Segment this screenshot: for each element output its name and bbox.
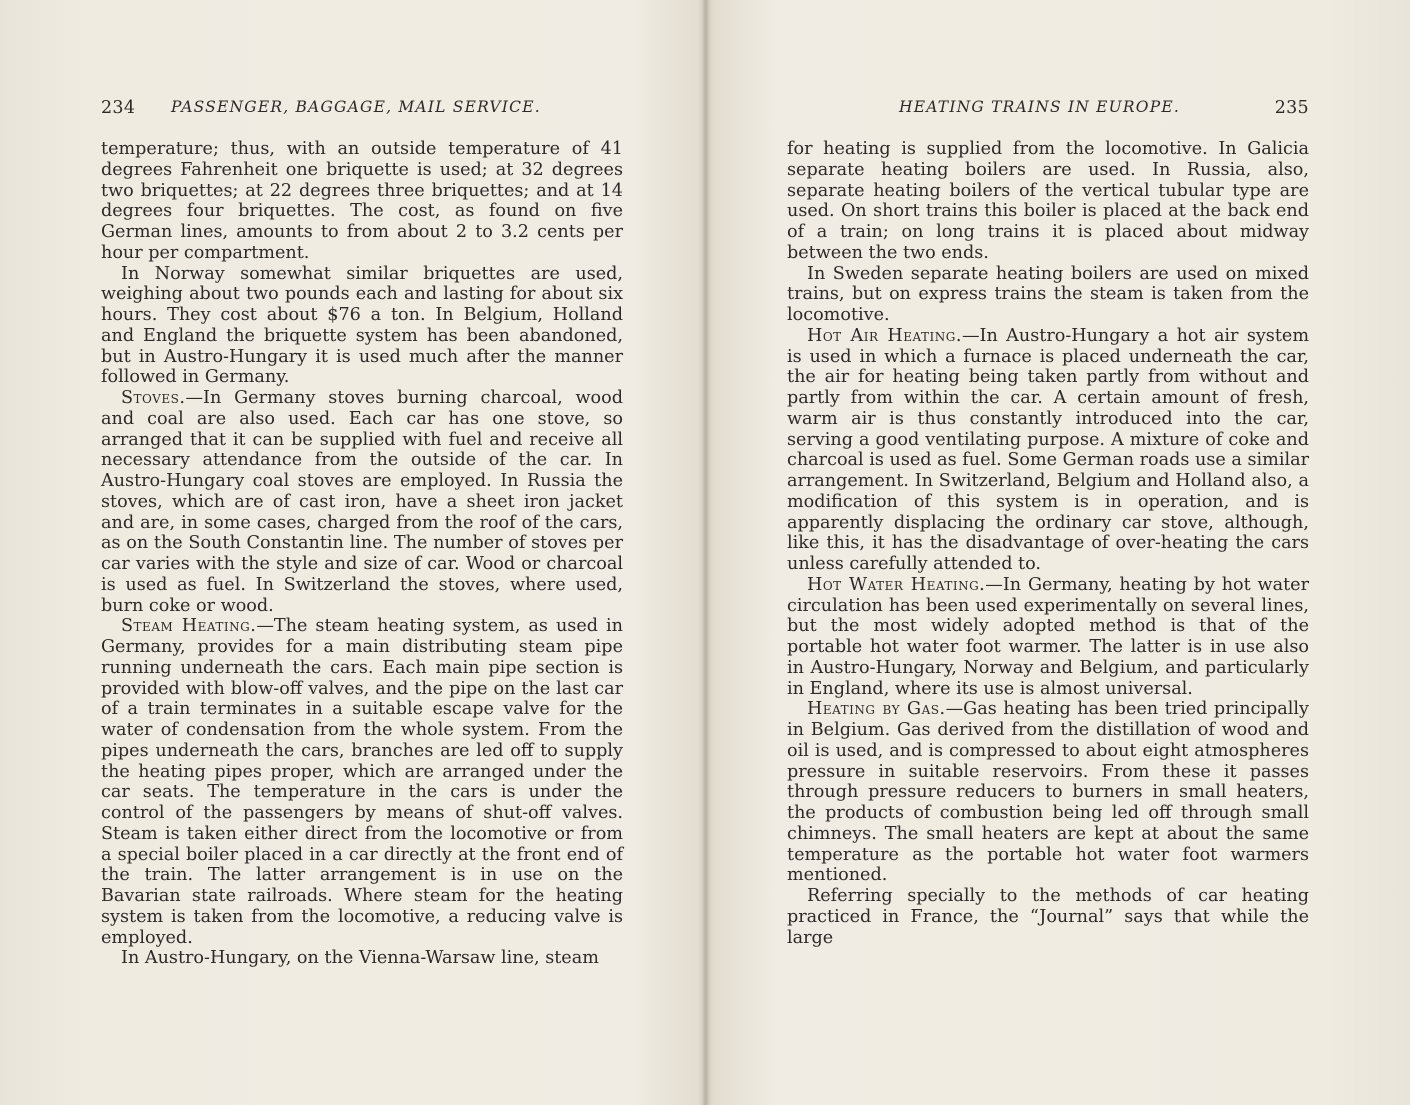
- paragraph-text: Referring specially to the methods of car heating practiced in France, the “Journal” says that while the large: [787, 886, 1309, 948]
- paragraph: [101, 139, 623, 264]
- paragraph: [101, 388, 623, 616]
- paragraph: [787, 264, 1309, 326]
- paragraph-text: —The steam heating system, as used in Germany, provides for a main distributing steam pipe running underneath the cars. Each main pipe section is provided with blow-off valves, and the pipe on the last car of a train terminates in a suitable escape valve for the water of condensation from the whole system. From the pipes underneath the cars, branches are led off to supply the heating pipes proper, which are arranged under the car seats. The temperature in the cars is under the control of the passengers by means of shut-off valves. Steam is taken either direct from the locomotive or from a special boiler placed in a car directly at the front end of the train. The latter arrangement is in use on the Bavarian state railroads. Where steam for the heating system is taken from the locomotive, a reducing valve is employed.: [101, 616, 623, 948]
- left-page: [101, 96, 623, 969]
- right-page-header: [787, 96, 1309, 120]
- paragraph-text: In Sweden separate heating boilers are used on mixed trains, but on express trains the steam is taken from the locomotive.: [787, 263, 1309, 325]
- paragraph: [787, 699, 1309, 886]
- left-running-head: PASSENGER, BAGGAGE, MAIL SERVICE.: [171, 98, 541, 116]
- right-running-head: HEATING TRAINS IN EUROPE.: [899, 98, 1180, 116]
- left-page-header: [101, 96, 623, 120]
- paragraph-text: In Norway somewhat similar briquettes are used, weighing about two pounds each and lasting for about six hours. They cost about $76 a ton. In Belgium, Holland and England the briquette system has been abandoned, but in Austro-Hungary it is used much after the manner followed in Germany.: [101, 263, 623, 388]
- paragraph-text: for heating is supplied from the locomotive. In Galicia separate heating boilers are used. In Russia, also, separate heating boilers of the vertical tubular type are used. On short trains this boiler is placed at the back end of a train; on long trains it is placed about midway between the two ends.: [787, 139, 1309, 263]
- section-heading: Stoves.: [121, 388, 186, 408]
- paragraph: [787, 575, 1309, 700]
- paragraph-text: temperature; thus, with an outside temperature of 41 degrees Fahrenheit one briquette is used; at 32 degrees two briquettes; at 22 degrees three briquettes; and at 14 degrees four briquettes. The cost, as found on five German lines, amounts to from about 2 to 3.2 cents per hour per compartment.: [101, 139, 623, 263]
- paragraph: [787, 139, 1309, 264]
- book-gutter: [702, 0, 710, 1105]
- paragraph: [101, 264, 623, 389]
- section-heading: Hot Water Heating.: [807, 574, 986, 595]
- right-page-number: 235: [1274, 98, 1309, 118]
- paragraph-text: —In Germany stoves burning charcoal, wood and coal are also used. Each car has one stove, so arranged that it can be supplied with fuel and receive all necessary attendance from the outside of the car. In Austro-Hungary coal stoves are employed. In Russia the stoves, which are of cast iron, have a sheet iron jacket and are, in some cases, charged from the roof of the cars, as on the South Constantin line. The number of stoves per car varies with the style and size of car. Wood or charcoal is used as fuel. In Switzerland the stoves, where used, burn coke or wood.: [101, 388, 623, 616]
- paragraph-text: —In Germany, heating by hot water circulation has been used experimentally on several lines, but the most widely adopted method is that of the portable hot water foot warmer. The latter is in use also in Austro-Hungary, Norway and Belgium, and particularly in England, where its use is almost universal.: [787, 574, 1309, 699]
- paragraph: [101, 616, 623, 948]
- section-heading: Hot Air Heating.: [807, 325, 962, 346]
- section-heading: Heating by Gas.: [807, 699, 946, 720]
- paragraph-text: —In Austro-Hungary a hot air system is used in which a furnace is placed underneath the car, the air for heating being taken partly from without and partly from within the car. A certain amount of fresh, warm air is thus constantly introduced into the car, serving a good ventilating purpose. A mixture of coke and charcoal is used as fuel. Some German roads use a similar arrangement. In Switzerland, Belgium and Holland also, a modification of this system is in operation, and is apparently displacing the ordinary car stove, although, like this, it has the disadvantage of over-heating the cars unless carefully attended to.: [787, 325, 1309, 574]
- right-page: [787, 96, 1309, 948]
- paragraph: [101, 948, 623, 969]
- section-heading: Steam Heating.: [121, 616, 257, 637]
- paragraph: [787, 886, 1309, 948]
- paragraph: [787, 326, 1309, 575]
- left-page-number: 234: [101, 98, 136, 118]
- paragraph-text: In Austro-Hungary, on the Vienna-Warsaw line, steam: [121, 948, 599, 969]
- paragraph-text: —Gas heating has been tried principally in Belgium. Gas derived from the distillation of wood and oil is used, and is compressed to about eight atmospheres pressure in suitable reservoirs. From these it passes through pressure reducers to burners in small heaters, the products of combustion being led off through small chimneys. The small heaters are kept at about the same temperature as the portable hot water foot warmers mentioned.: [787, 699, 1309, 886]
